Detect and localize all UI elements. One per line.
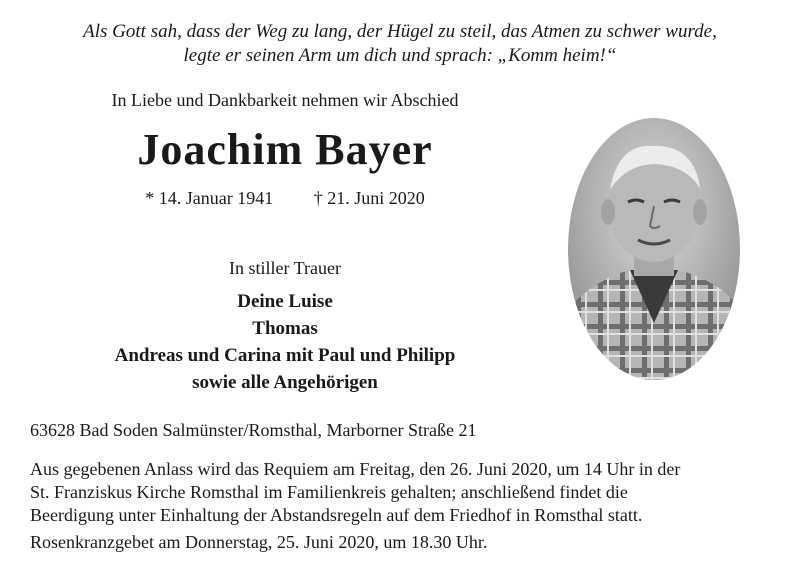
mourner-item: Deine Luise [237, 291, 333, 312]
quote-line-2: legte er seinen Arm um dich und sprach: „Komm heim!“ [183, 45, 617, 66]
rosary-notice: Rosenkranzgebet am Donnerstag, 25. Juni 2020, um 18.30 Uhr. [30, 532, 488, 552]
mourner-item: Thomas [252, 318, 318, 339]
mourner-item: Andreas und Carina mit Paul und Philipp [114, 345, 456, 366]
funeral-notice [30, 458, 770, 527]
quote-line-1: Als Gott sah, dass der Weg zu lang, der Hügel zu steil, das Atmen zu schwer wurde, [83, 21, 717, 42]
mourner-item: sowie alle Angehörigen [192, 372, 378, 393]
deceased-name: Joachim Bayer [137, 125, 433, 174]
mourners-list [60, 288, 510, 396]
death-date: † 21. Juni 2020 [313, 188, 425, 208]
notice-line-3: Beerdigung unter Einhaltung der Abstandsregeln auf dem Friedhof in Romsthal statt. [30, 505, 643, 525]
farewell-text: In Liebe und Dankbarkeit nehmen wir Abschied [111, 90, 459, 110]
life-dates [60, 188, 510, 209]
mourning-label: In stiller Trauer [229, 258, 341, 278]
notice-line-2: St. Franziskus Kirche Romsthal im Familienkreis gehalten; anschließend findet die [30, 482, 628, 502]
portrait-photo [568, 118, 740, 380]
notice-line-1: Aus gegebenen Anlass wird das Requiem am Freitag, den 26. Juni 2020, um 14 Uhr in der [30, 459, 681, 479]
birth-date: * 14. Januar 1941 [145, 188, 274, 208]
portrait-photo-image [568, 118, 740, 380]
address: 63628 Bad Soden Salmünster/Romsthal, Marborner Straße 21 [30, 420, 477, 440]
epigraph-quote [0, 20, 800, 68]
